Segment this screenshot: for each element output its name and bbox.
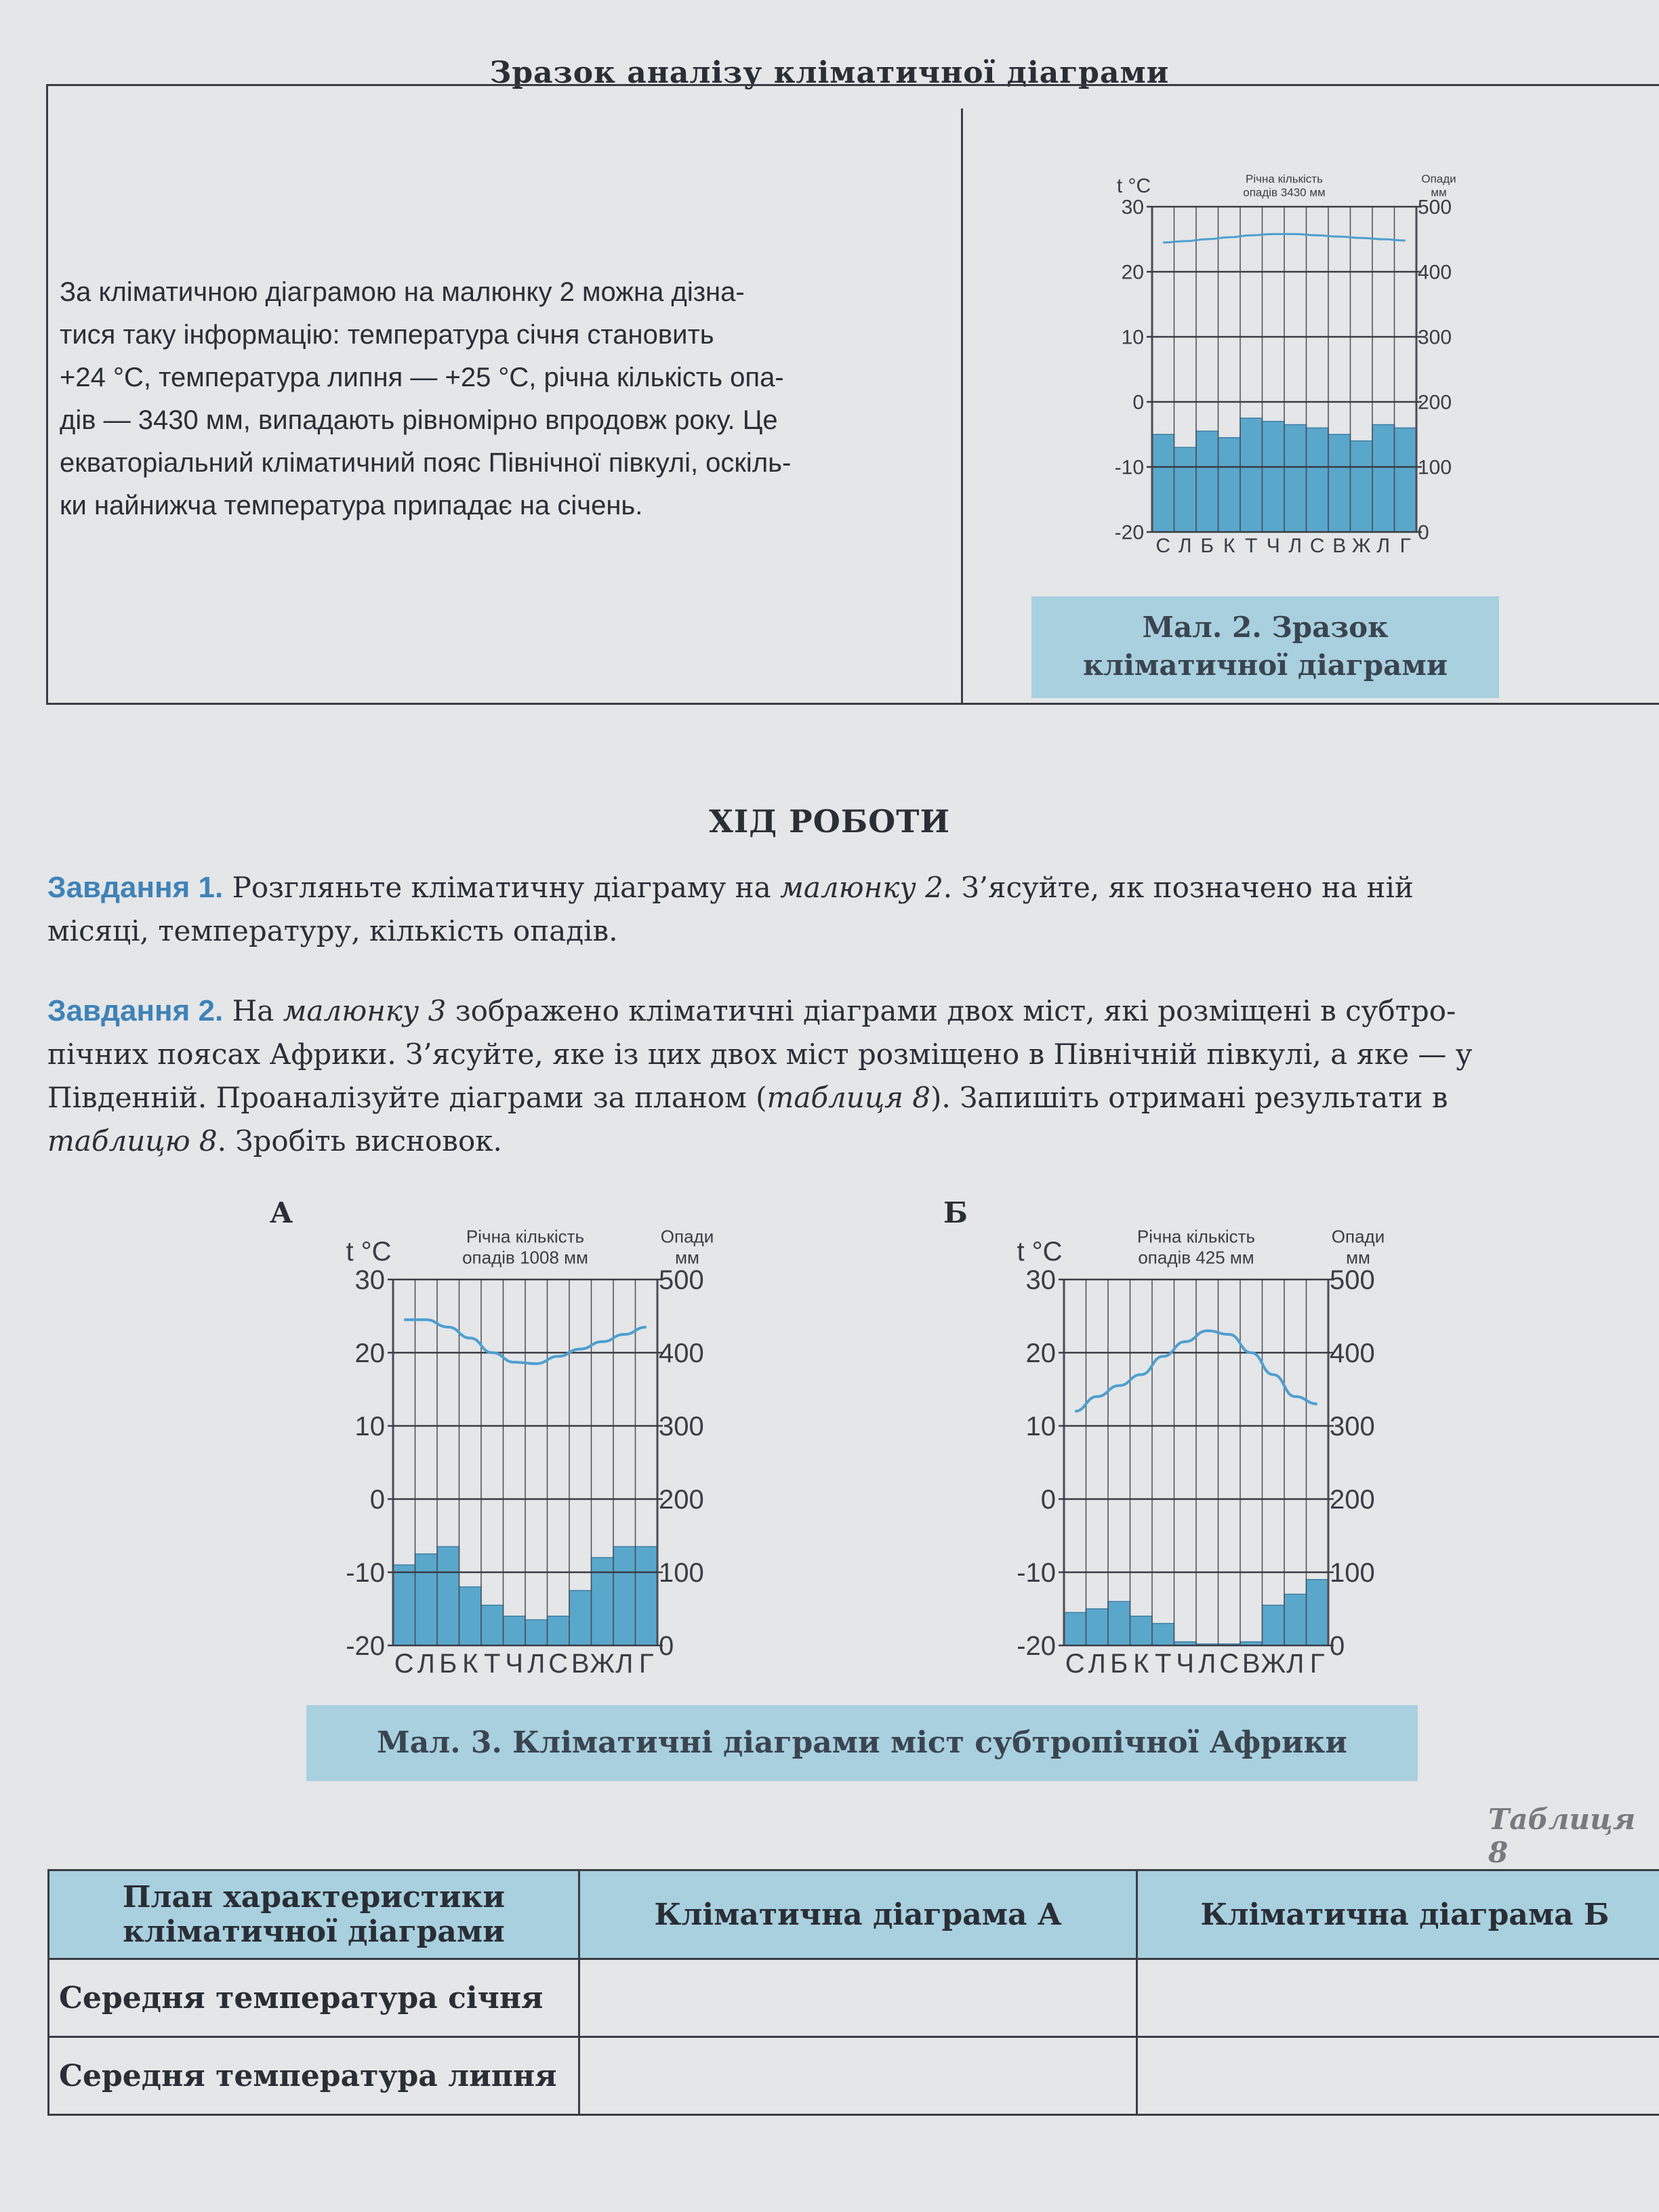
table-header-row — [49, 1870, 1659, 1959]
task1-line2: місяці, температуру, кількість опадів. — [47, 914, 618, 947]
precip-tick-label: 500 — [1330, 1265, 1375, 1295]
precip-bar — [1328, 434, 1351, 532]
precip-bar — [1307, 1580, 1329, 1645]
month-label: Л — [1286, 1649, 1305, 1679]
month-label: Ч — [1266, 535, 1280, 557]
annual-precip-label: опадів 3430 мм — [1243, 186, 1326, 199]
temp-tick-label: 20 — [1121, 261, 1144, 284]
precip-tick-label: 400 — [1330, 1338, 1375, 1368]
annual-precip-label: опадів 1008 мм — [462, 1247, 588, 1268]
precip-tick-label: 200 — [659, 1485, 704, 1515]
precip-bar — [1086, 1609, 1109, 1645]
temp-tick-label: -10 — [1114, 456, 1144, 479]
table-header-a: Кліматична діаграма А — [579, 1870, 1137, 1959]
precip-bar — [504, 1616, 526, 1645]
temp-tick-label: 20 — [1025, 1338, 1056, 1368]
month-label: С — [1309, 535, 1325, 557]
month-label: Ж — [1351, 535, 1371, 557]
month-label: Г — [1309, 1649, 1325, 1679]
month-label: Т — [1245, 535, 1258, 557]
table-row — [49, 1959, 1659, 2037]
plan-table — [47, 1869, 1659, 2116]
precip-bar — [1284, 1594, 1307, 1645]
month-label: С — [1219, 1649, 1240, 1679]
sample-paragraph — [60, 271, 954, 527]
task2-label: Завдання 2. — [47, 994, 224, 1027]
temp-tick-label: 0 — [1040, 1485, 1056, 1515]
month-label: Л — [615, 1649, 634, 1679]
precip-unit-label: мм — [1431, 186, 1447, 199]
temp-tick-label: 0 — [1132, 391, 1144, 414]
figure2-caption — [1031, 596, 1499, 698]
precip-unit-label: Опади — [1421, 172, 1456, 186]
answer-cell-b[interactable] — [1137, 2037, 1659, 2115]
task1-text: Розгляньте кліматичну діаграму на — [223, 871, 781, 904]
month-label: В — [571, 1649, 590, 1679]
table-label: Таблиця 8 — [1488, 1803, 1636, 1869]
month-label: Г — [1399, 535, 1411, 557]
precip-bar — [1218, 438, 1241, 532]
paragraph-line: екваторіальний кліматичний пояс Північної півкулі, оскіль- — [60, 448, 792, 478]
table-row — [49, 2037, 1659, 2115]
temp-tick-label: -20 — [1017, 1631, 1056, 1661]
precip-tick-label: 200 — [1330, 1485, 1375, 1515]
precip-tick-label: 400 — [659, 1338, 704, 1368]
task2-line3-italic: таблиця 8 — [766, 1081, 931, 1114]
month-label: С — [548, 1649, 569, 1679]
precip-tick-label: 100 — [1418, 456, 1452, 479]
precip-bar — [1196, 431, 1218, 532]
temp-tick-label: 30 — [354, 1265, 385, 1295]
figure3-caption: Мал. 3. Кліматичні діаграми міст субтропічної Африки — [306, 1705, 1418, 1781]
month-label: Л — [417, 1649, 435, 1679]
temp-tick-label: -10 — [346, 1558, 385, 1588]
month-label: Б — [439, 1649, 457, 1679]
precip-bar — [1108, 1601, 1130, 1645]
answer-cell-a[interactable] — [579, 2037, 1137, 2115]
precip-unit-label: Опади — [660, 1226, 714, 1247]
temp-tick-label: 10 — [1025, 1412, 1056, 1441]
month-label: В — [1332, 535, 1347, 557]
month-label: Л — [1288, 535, 1303, 557]
precip-bar — [1284, 425, 1307, 532]
task1-text-end: . З’ясуйте, як позначено на ній — [943, 871, 1414, 904]
precip-bar — [525, 1620, 548, 1645]
month-label: К — [1223, 535, 1235, 557]
precip-tick-label: 100 — [659, 1558, 704, 1588]
temp-tick-label: -20 — [346, 1631, 385, 1661]
figure2-caption-line1: Мал. 2. Зразок — [1142, 611, 1389, 644]
month-label: Т — [1155, 1649, 1172, 1679]
precip-bar — [1263, 1605, 1285, 1645]
temp-unit-label: t °C — [1017, 1237, 1063, 1267]
month-label: Б — [1200, 535, 1214, 557]
annual-precip-label: Річна кількість — [1136, 1226, 1256, 1247]
precip-bar — [437, 1547, 459, 1645]
month-label: Г — [638, 1649, 654, 1679]
month-label: Л — [527, 1649, 546, 1679]
answer-cell-a[interactable] — [579, 1959, 1137, 2037]
precip-bar — [592, 1557, 614, 1645]
precip-tick-label: 500 — [659, 1265, 704, 1295]
precip-tick-label: 0 — [1418, 521, 1429, 544]
task2-italic: малюнку 3 — [283, 994, 447, 1027]
precip-tick-label: 100 — [1330, 1558, 1375, 1588]
month-label: Л — [1178, 535, 1192, 557]
paragraph-line: тися таку інформацію: температура січня становить — [60, 320, 714, 350]
precip-bar — [1240, 418, 1263, 532]
row-label: Середня температура січня — [49, 1959, 579, 2037]
task2 — [47, 989, 1647, 1163]
table-header-b: Кліматична діаграма Б — [1137, 1870, 1659, 1959]
temp-tick-label: 30 — [1025, 1265, 1056, 1295]
annual-precip-label: Річна кількість — [466, 1226, 585, 1247]
climate-chart-b — [989, 1200, 1423, 1694]
task2-line2: пічних поясах Африки. З’ясуйте, яке із цих двох міст розміщено в Північній півкулі, а яке — у — [47, 1038, 1473, 1071]
month-label: С — [1065, 1649, 1085, 1679]
month-label: С — [394, 1649, 414, 1679]
precip-tick-label: 400 — [1418, 261, 1452, 284]
temp-tick-label: 30 — [1121, 196, 1144, 219]
precip-tick-label: 300 — [1418, 326, 1452, 349]
precip-bar — [1372, 425, 1395, 532]
precip-bar — [1064, 1612, 1086, 1645]
chart-a-letter: А — [270, 1196, 293, 1229]
month-label: К — [1133, 1649, 1149, 1679]
task1-line1 — [47, 866, 1647, 909]
sample-divider — [961, 108, 963, 705]
month-label: Ж — [590, 1649, 615, 1679]
temp-tick-label: 10 — [354, 1412, 385, 1441]
precip-bar — [1152, 434, 1174, 532]
task2-line4-end: . Зробіть висновок. — [217, 1124, 502, 1158]
paragraph-line: +24 °С, температура липня — +25 °С, річна кількість опа- — [60, 363, 784, 392]
task2-line4-italic: таблицю 8 — [47, 1124, 218, 1158]
precip-bar — [1152, 1624, 1174, 1645]
month-label: Л — [1088, 1649, 1106, 1679]
month-label: В — [1242, 1649, 1261, 1679]
temp-tick-label: 20 — [354, 1338, 385, 1368]
precip-unit-label: Опади — [1331, 1226, 1385, 1247]
precip-bar — [415, 1554, 438, 1645]
precip-bar — [569, 1591, 592, 1645]
section-title: ХІД РОБОТИ — [709, 803, 950, 840]
precip-tick-label: 300 — [1330, 1412, 1375, 1441]
temp-tick-label: 10 — [1121, 326, 1144, 349]
temp-tick-label: -20 — [1114, 521, 1144, 544]
precip-bar — [1395, 428, 1417, 532]
answer-cell-b[interactable] — [1137, 1959, 1659, 2037]
precip-bar — [459, 1587, 482, 1645]
paragraph-line: ки найнижча температура припадає на січень. — [60, 491, 643, 520]
month-label: Ч — [1176, 1649, 1195, 1679]
precip-tick-label: 0 — [659, 1631, 674, 1661]
precip-tick-label: 500 — [1418, 196, 1452, 219]
month-label: Ч — [505, 1649, 524, 1679]
temp-unit-label: t °C — [346, 1237, 392, 1267]
row-label: Середня температура липня — [49, 2037, 579, 2115]
month-label: Л — [1198, 1649, 1216, 1679]
paragraph-line: За кліматичною діаграмою на малюнку 2 можна дізна- — [60, 277, 745, 307]
task2-line1 — [47, 989, 1647, 1033]
month-label: К — [462, 1649, 478, 1679]
task2-line3-text: Південній. Проаналізуйте діаграми за планом ( — [47, 1081, 767, 1114]
precip-bar — [481, 1605, 504, 1645]
month-label: Ж — [1261, 1649, 1286, 1679]
precip-tick-label: 200 — [1418, 391, 1452, 414]
annual-precip-label: опадів 425 мм — [1138, 1247, 1254, 1268]
precip-unit-label: мм — [1346, 1247, 1370, 1268]
temp-unit-label: t °C — [1116, 175, 1151, 197]
annual-precip-label: Річна кількість — [1246, 172, 1323, 186]
task1-label: Завдання 1. — [47, 871, 224, 904]
precip-bar — [548, 1616, 570, 1645]
month-label: Б — [1110, 1649, 1128, 1679]
temp-tick-label: 0 — [369, 1485, 385, 1515]
month-label: С — [1155, 535, 1171, 557]
task2-text: На — [223, 994, 283, 1027]
precip-unit-label: мм — [675, 1247, 699, 1268]
task2-line3 — [47, 1076, 1647, 1120]
precip-bar — [1351, 441, 1373, 532]
table-header-plan: План характеристики кліматичної діаграми — [49, 1870, 579, 1959]
precip-tick-label: 0 — [1330, 1631, 1345, 1661]
month-label: Л — [1376, 535, 1391, 557]
task2-text-end: зображено кліматичні діаграми двох міст, які розміщені в субтро- — [446, 994, 1456, 1027]
climate-chart-a — [319, 1200, 752, 1694]
sample-title: Зразок аналізу кліматичної діаграми — [489, 56, 1170, 90]
precip-bar — [636, 1547, 658, 1645]
precip-tick-label: 300 — [659, 1412, 704, 1441]
task2-line3-end: ). Запишіть отримані результати в — [930, 1081, 1448, 1114]
temp-tick-label: -10 — [1017, 1558, 1056, 1588]
precip-bar — [1307, 428, 1329, 532]
task1 — [47, 866, 1647, 953]
climate-chart-sample — [1057, 146, 1477, 566]
chart-b-letter: Б — [943, 1196, 968, 1229]
precip-bar — [1130, 1616, 1153, 1645]
month-label: Т — [484, 1649, 501, 1679]
task1-italic: малюнку 2 — [780, 871, 943, 904]
paragraph-line: дів — 3430 мм, випадають рівномірно впродовж року. Це — [60, 405, 778, 435]
figure2-caption-line2: кліматичної діаграми — [1083, 649, 1448, 682]
task2-line4 — [47, 1120, 1647, 1163]
precip-bar — [393, 1565, 415, 1645]
precip-bar — [1174, 447, 1197, 532]
precip-bar — [1263, 422, 1285, 532]
precip-bar — [613, 1547, 636, 1645]
